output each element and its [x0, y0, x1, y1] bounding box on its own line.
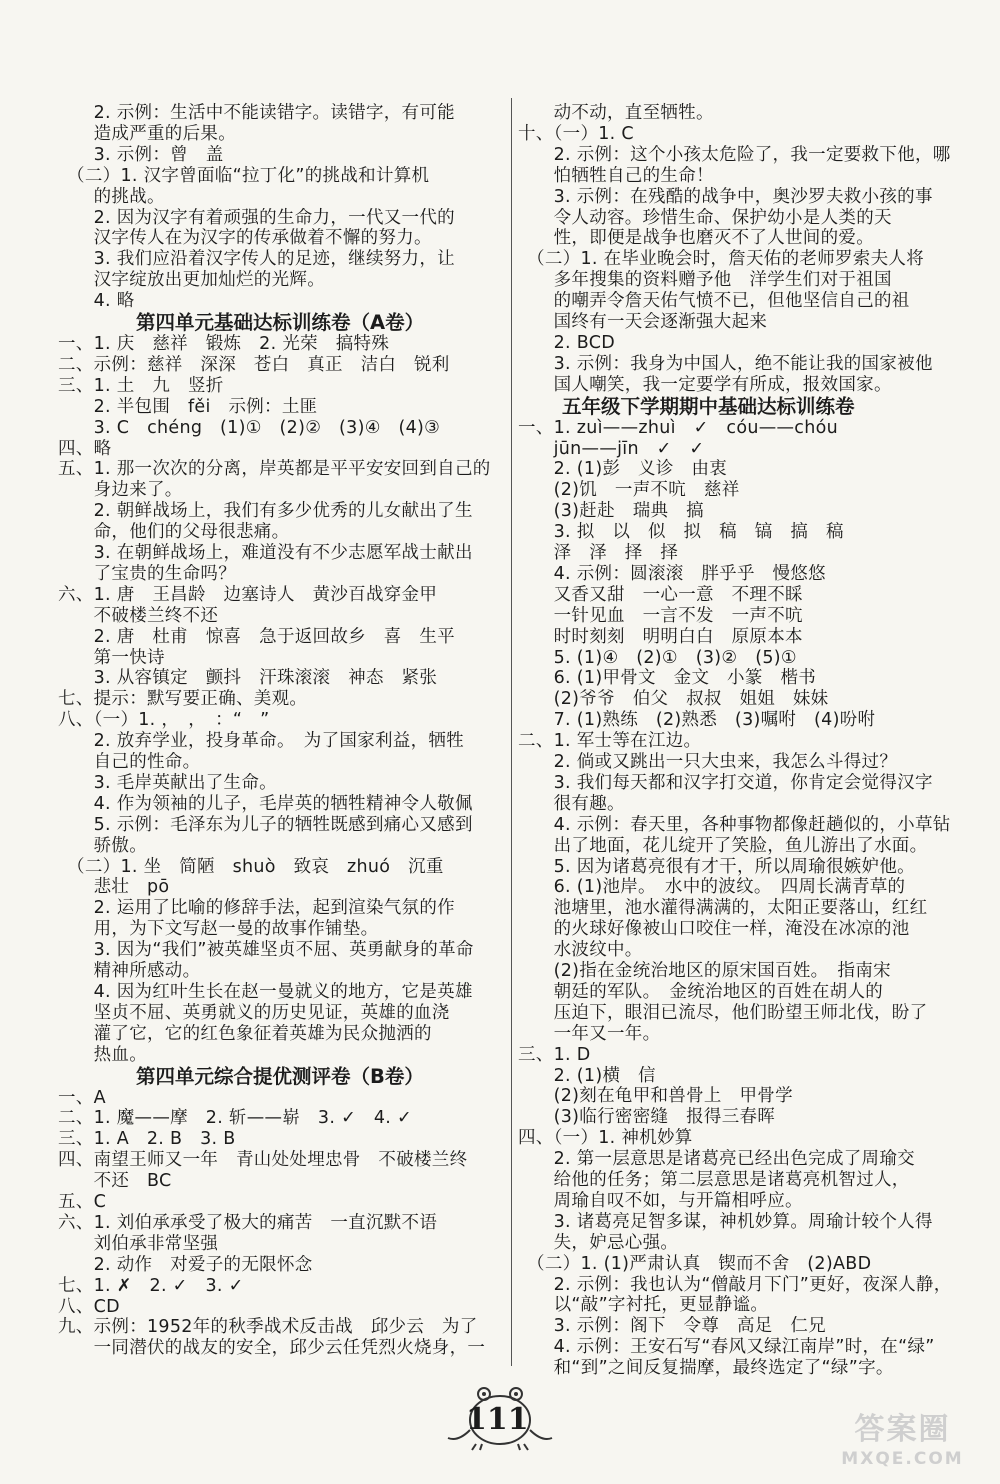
answer-line: 5. 示例：毛泽东为儿子的牺牲既感到痛心又感到: [58, 814, 473, 835]
answer-line: 四、南望王师又一年 青山处处埋忠骨 不破楼兰终: [58, 1150, 468, 1171]
answer-line: 压迫下，眼泪已流尽，他们盼望王师北伐，盼了: [518, 1002, 928, 1023]
answer-line: 5. (1)④ (2)① (3)② (5)①: [518, 647, 797, 668]
answer-line: 一、A: [58, 1087, 106, 1108]
answer-line: 不还 BC: [58, 1171, 172, 1192]
answer-line: 2. 倘或又跳出一只大虫来，我怎么斗得过？: [518, 752, 898, 772]
answer-line: （二）1. 坐 简陋 shuò 致哀 zhuó 沉重: [58, 856, 444, 877]
answer-line: 第一快诗: [58, 647, 165, 668]
answer-line: 热血。: [58, 1044, 147, 1065]
answer-line: 汉字绽放出更加灿烂的光辉。: [58, 270, 325, 291]
page-number: 111: [466, 1402, 529, 1437]
answer-line: 6. (1)池岸。 水中的波纹。 四周长满青草的: [518, 877, 906, 898]
answer-line: （二）1. 在毕业晚会时，詹天佑的老师罗索夫人将: [518, 249, 925, 270]
answer-line: 一、1. 庆 慈祥 锻炼 2. 光荣 搞特殊: [58, 334, 390, 354]
answer-line: 3. 诸葛亮足智多谋，神机妙算。周瑜计较个人得: [518, 1211, 933, 1232]
answer-line: 悲壮 pō: [58, 877, 170, 898]
answer-line: 又香又甜 一心一意 不理不睬: [518, 584, 803, 605]
answer-line: 3. 拟 以 似 拟 稿 镐 搞 稿: [518, 522, 844, 543]
answer-line: 2. 第一层意思是诸葛亮已经出色完成了周瑜交: [518, 1149, 915, 1170]
answer-line: 精神所感动。: [58, 961, 201, 981]
answer-line: 泽 泽 择 择: [518, 543, 679, 563]
answer-line: 周瑜自叹不如，与开篇相呼应。: [518, 1190, 803, 1211]
answer-line: 水波纹中。: [518, 940, 643, 961]
answer-line: 2. 半包围 fěi 示例：土匪: [58, 396, 318, 417]
section-heading: 第四单元基础达标训练卷（A卷）: [136, 311, 425, 334]
answer-line: 2. 朝鲜战场上，我们有多少优秀的儿女献出了生: [58, 501, 473, 522]
answer-line: 时时刻刻 明明白白 原原本本: [518, 626, 803, 647]
answer-line: 以“敲”字衬托，更显静谧。: [518, 1295, 769, 1316]
answer-line: 4. 示例：王安石写“春风又绿江南岸”时，在“绿”: [518, 1337, 935, 1358]
answer-line: 六、1. 刘伯承承受了极大的痛苦 一直沉默不语: [58, 1212, 438, 1233]
answer-line: 命，他们的父母很悲痛。: [58, 522, 290, 543]
answer-line: 多年搜集的资料赠予他 洋学生们对于祖国: [518, 270, 892, 291]
watermark-logo-text: 答案圈: [854, 1412, 951, 1447]
answer-line: 2. 放弃学业，投身革命。 为了国家利益，牺牲: [58, 731, 465, 752]
answer-line: 3. 从容镇定 颤抖 汗珠滚滚 神态 紧张: [58, 668, 438, 689]
answer-line: 四、略: [58, 438, 112, 459]
answer-line: 的挑战。: [58, 186, 165, 207]
answer-line: 2. 唐 杜甫 惊喜 急于返回故乡 喜 生平: [58, 626, 455, 647]
answer-line: 刘伯承非常坚强: [58, 1233, 219, 1254]
answer-line: 2. 示例：生活中不能读错字。读错字，有可能: [58, 103, 455, 123]
answer-line: 不破楼兰终不还: [58, 605, 219, 626]
answer-line: 池塘里，池水灌得满满的，太阳正要落山，红红: [518, 898, 928, 919]
answer-line: 3. 示例：阁下 令尊 高足 仁兄: [518, 1316, 826, 1337]
answer-line: 十、（一）1. C: [518, 123, 634, 144]
answer-line: 六、1. 唐 王昌龄 边塞诗人 黄沙百战穿金甲: [58, 584, 438, 605]
answer-line: 身边来了。: [58, 480, 183, 501]
answer-line: (2)爷爷 伯父 叔叔 姐姐 妹妹: [518, 689, 829, 710]
answer-line: 3. 示例：在残酷的战争中，奥沙罗夫救小孩的事: [518, 186, 933, 207]
section-heading: 第四单元综合提优测评卷（B卷）: [136, 1064, 424, 1088]
answer-line: 3. 在朝鲜战场上，难道没有不少志愿军战士献出: [58, 543, 473, 563]
answer-line: 4. 示例：春天里，各种事物都像赶趟似的，小草钻: [518, 814, 951, 835]
watermark-url: MXQE.COM: [841, 1449, 964, 1469]
answer-line: 4. 示例：圆滚滚 胖乎乎 慢悠悠: [518, 563, 826, 584]
answer-line: 怕牺牲自己的生命！: [518, 165, 714, 186]
answer-line: 2. BCD: [518, 332, 616, 353]
answer-line: 骄傲。: [58, 835, 147, 856]
answer-line: 失，妒忌心强。: [518, 1232, 679, 1253]
answer-line: 三、1. A 2. B 3. B: [58, 1129, 236, 1150]
answer-line: 灌了它，它的红色象征着英雄为民众抛洒的: [58, 1023, 432, 1044]
answer-line: 一针见血 一言不发 一声不吭: [518, 605, 803, 626]
answer-line: 一、1. zuì——zhuì ✓ cóu——chóu: [518, 417, 839, 438]
answer-line: 二、示例：慈祥 深深 苍白 真正 洁白 锐利: [58, 354, 450, 375]
answer-line: 3. 我们应沿着汉字传人的足迹，继续努力，让: [58, 249, 455, 270]
answer-line: jūn——jīn ✓ ✓: [518, 438, 705, 459]
answer-line: 4. 因为红叶生长在赵一曼就义的地方，它是英雄: [58, 981, 473, 1002]
answer-line: 2. 运用了比喻的修辞手法，起到渲染气氛的作: [58, 898, 455, 919]
answer-line: (3)赶赴 瑞典 搞: [518, 501, 704, 522]
answer-line: 2. 示例：我也认为“僧敲月下门”更好，夜深人静，: [518, 1274, 952, 1295]
answer-line: 自己的性命。: [58, 752, 201, 772]
answer-line: 国终有一天会逐渐强大起来: [518, 312, 768, 332]
answer-line: 3. 毛岸英献出了生命。: [58, 772, 277, 793]
answer-line: 给他的任务；第二层意思是诸葛亮机智过人，: [518, 1170, 910, 1190]
answer-line: 三、1. D: [518, 1044, 591, 1065]
answer-line: 3. 我们每天都和汉字打交道，你肯定会觉得汉字: [518, 772, 933, 793]
column-divider: [511, 98, 512, 1366]
answer-line: 2. (1)横 信: [518, 1065, 656, 1086]
answer-line: 五、1. 那一次次的分离，岸英都是平平安安回到自己的: [58, 459, 491, 480]
answer-line: 的嘲弄令詹天佑气愤不已，但他坚信自己的祖: [518, 291, 910, 312]
answer-line: 五、C: [58, 1192, 107, 1212]
answer-line: 很有趣。: [518, 793, 625, 814]
answer-line: （二）1. (1)严肃认真 锲而不舍 (2)ABD: [518, 1253, 872, 1274]
answer-line: 出了地面，花儿绽开了笑脸，鱼儿游出了水面。: [518, 835, 928, 856]
answer-line: (2)饥 一声不吭 慈祥: [518, 480, 740, 501]
answer-line: 七、提示：默写要正确、美观。: [58, 689, 308, 710]
answer-line: （二）1. 汉字曾面临“拉丁化”的挑战和计算机: [58, 165, 430, 186]
answer-line: 朝廷的军队。 金统治地区的百姓在胡人的: [518, 981, 884, 1002]
answer-line: 3. 因为“我们”被英雄坚贞不屈、英勇献身的革命: [58, 940, 474, 961]
answer-line: 国人嘲笑，我一定要学有所成，报效国家。: [518, 374, 892, 395]
section-heading: 五年级下学期期中基础达标训练卷: [562, 394, 855, 418]
answer-line: 动不动，直至牺牲。: [518, 103, 714, 123]
answer-line: 八、CD: [58, 1296, 120, 1317]
answer-line: 了宝贵的生命吗？: [58, 563, 236, 584]
answer-line: 7. (1)熟练 (2)熟悉 (3)嘱咐 (4)吩咐: [518, 710, 876, 731]
answer-line: 3. 示例：我身为中国人，绝不能让我的国家被他: [518, 353, 933, 374]
answer-line: 6. (1)甲骨文 金文 小篆 楷书: [518, 668, 817, 689]
watermark-logo: [815, 1412, 990, 1478]
answer-line: 5. 因为诸葛亮很有才干，所以周瑜很嫉妒他。: [518, 856, 915, 877]
answer-line: 令人动容。珍惜生命、保护幼小是人类的天: [518, 207, 892, 228]
answer-line: 四、（一）1. 神机妙算: [518, 1128, 693, 1149]
answer-line: (2)刻在龟甲和兽骨上 甲骨学: [518, 1086, 793, 1107]
answer-line: 用，为下文写赵一曼的故事作铺垫。: [58, 919, 379, 940]
answer-line: 七、1. ✗ 2. ✓ 3. ✓: [58, 1275, 244, 1296]
answer-line: 二、1. 魔——摩 2. 斩——崭 3. ✓ 4. ✓: [58, 1108, 412, 1129]
answer-line: 三、1. 土 九 竖折: [58, 375, 224, 396]
answer-line: 3. C chéng (1)① (2)② (3)④ (4)③: [58, 417, 441, 438]
answer-line: 九、示例：1952年的秋季战术反击战 邱少云 为了: [58, 1317, 478, 1338]
answer-line: 2. 动作 对爱子的无限怀念: [58, 1254, 313, 1275]
answer-line: 2. 因为汉字有着顽强的生命力，一代又一代的: [58, 207, 455, 228]
answer-line: 4. 作为领袖的儿子，毛岸英的牺牲精神令人敬佩: [58, 793, 473, 814]
answer-line: 一年又一年。: [518, 1023, 661, 1044]
answer-line: 2. 示例：这个小孩太危险了，我一定要救下他，哪: [518, 144, 951, 165]
answer-line: (2)指在金统治地区的原宋国百姓。 指南宋: [518, 961, 891, 981]
answer-line: 和“到”之间反复揣摩，最终选定了“绿”字。: [518, 1358, 894, 1379]
answer-line: 性，即便是战争也磨灭不了人世间的爱。: [518, 228, 874, 249]
answer-line: 一同潜伏的战友的安全，邱少云任凭烈火烧身，一: [58, 1338, 486, 1359]
answer-line: 4. 略: [58, 291, 135, 312]
answer-line: (3)临行密密缝 报得三春晖: [518, 1107, 776, 1128]
answer-line: 2. (1)彭 义诊 由衷: [518, 459, 728, 480]
answer-line: 八、（一）1. ， ， ：“ ”: [58, 710, 270, 731]
answer-line: 二、1. 军士等在江边。: [518, 731, 702, 752]
answer-line: 造成严重的后果。: [58, 123, 236, 144]
answer-line: 坚贞不屈、英勇就义的历史见证，英雄的血浇: [58, 1002, 450, 1023]
answer-line: 汉字传人在为汉字的传承做着不懈的努力。: [58, 228, 432, 249]
answer-line: 的火球好像被山口咬住一样，淹没在冰凉的池: [518, 919, 910, 940]
answer-line: 3. 示例：曾 盖: [58, 144, 224, 165]
